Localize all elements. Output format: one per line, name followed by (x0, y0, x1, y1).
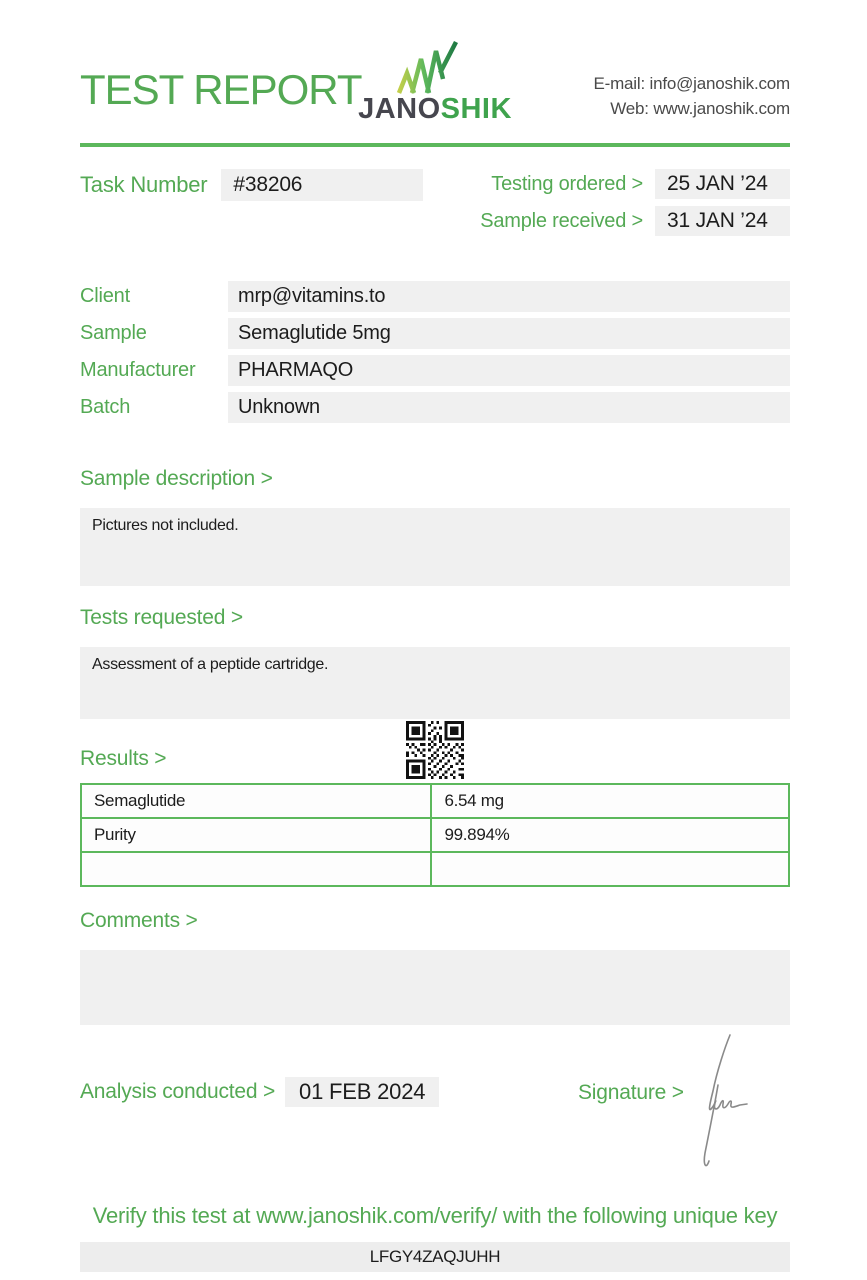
web-label: Web: (610, 98, 649, 118)
table-row (81, 818, 789, 852)
report-header (80, 0, 790, 143)
table-row (81, 852, 789, 886)
qr-code (406, 721, 464, 784)
tests-requested-text: Assessment of a peptide cartridge. (92, 656, 329, 673)
manufacturer-label: Manufacturer (80, 359, 196, 381)
analyte-cell: Purity (81, 818, 431, 852)
report-footer (80, 1025, 790, 1197)
verify-key-bar (80, 1242, 790, 1272)
batch-value: Unknown (228, 392, 790, 423)
client-label: Client (80, 285, 130, 307)
email-value: info@janoshik.com (649, 74, 790, 93)
signature-image (692, 1033, 772, 1190)
web-value: www.janoshik.com (653, 98, 790, 118)
info-row-sample (80, 318, 790, 349)
task-number-label: Task Number (80, 172, 208, 197)
sample-description-box (80, 508, 790, 586)
result-cell: 99.894% (431, 818, 789, 852)
logo-jano: JANO (358, 93, 441, 125)
results-heading: Results > (80, 747, 167, 770)
page-title: TEST REPORT (80, 66, 362, 113)
sample-value: Semaglutide 5mg (228, 318, 790, 349)
info-row-manufacturer (80, 355, 790, 386)
info-section (80, 281, 790, 423)
analyte-cell (81, 852, 431, 886)
contact-email-line (593, 72, 790, 97)
tests-requested-heading: Tests requested > (80, 606, 243, 629)
manufacturer-value: PHARMAQO (228, 355, 790, 386)
result-cell (431, 852, 789, 886)
analyte-cell: Semaglutide (81, 784, 431, 818)
email-label: E-mail: (593, 74, 645, 93)
verify-key: LFGY4ZAQJUHH (369, 1247, 501, 1266)
info-row-batch (80, 392, 790, 423)
analysis-date-value: 01 FEB 2024 (285, 1077, 439, 1107)
logo-shik: SHIK (440, 93, 512, 125)
janoshik-logo (325, 38, 545, 126)
batch-label: Batch (80, 396, 131, 418)
results-header (80, 719, 790, 779)
sample-description-text: Pictures not included. (92, 517, 239, 534)
sample-received-value: 31 JAN ’24 (655, 206, 790, 236)
task-section (80, 169, 790, 236)
comments-box (80, 950, 790, 1025)
comments-heading: Comments > (80, 909, 198, 932)
contact-block (593, 72, 790, 121)
contact-web-line (593, 97, 790, 122)
info-row-client (80, 281, 790, 312)
table-row (81, 784, 789, 818)
results-table (80, 783, 790, 887)
client-value: mrp@vitamins.to (228, 281, 790, 312)
growth-chart-icon (325, 38, 545, 96)
signature-label: Signature > (578, 1081, 684, 1104)
task-number-value: #38206 (221, 169, 423, 201)
logo-text (325, 93, 545, 126)
testing-ordered-value: 25 JAN ’24 (655, 169, 790, 199)
tests-requested-box (80, 647, 790, 719)
testing-ordered-label: Testing ordered > (491, 173, 643, 195)
verify-text: Verify this test at www.janoshik.com/verify/ with the following unique key (92, 1203, 778, 1228)
analysis-conducted-label: Analysis conducted > (80, 1080, 276, 1103)
sample-description-heading: Sample description > (80, 467, 273, 490)
header-divider (80, 143, 790, 147)
result-cell: 6.54 mg (431, 784, 789, 818)
sample-received-label: Sample received > (480, 210, 643, 232)
sample-label: Sample (80, 322, 147, 344)
